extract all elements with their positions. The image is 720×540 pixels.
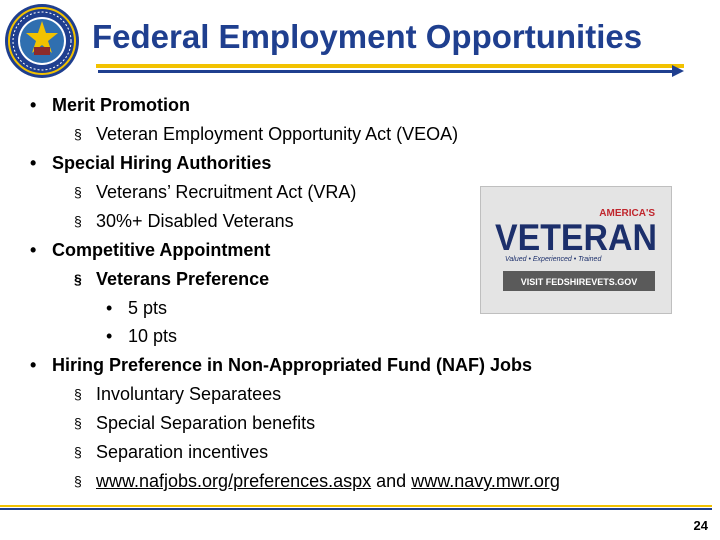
navy-seal-logo [4, 3, 80, 79]
list-item: § Special Separation benefits [74, 413, 316, 433]
list-item: • 5 pts [106, 298, 168, 318]
page-number: 24 [693, 518, 708, 533]
list-item: § 30%+ Disabled Veterans [74, 211, 294, 231]
navy-mwr-link[interactable]: www.navy.mwr.org [411, 471, 560, 491]
list-item: § Involuntary Separatees [74, 384, 282, 404]
americas-veteran-banner [480, 186, 672, 314]
title-rule-blue [98, 70, 674, 73]
footer-rule-gold [0, 505, 712, 507]
link-connector: and [371, 471, 412, 491]
list-item: • Hiring Preference in Non-Appropriated Fund (NAF) Jobs [30, 355, 533, 375]
banner-main-text: VETERAN [495, 217, 657, 258]
list-item: § Veteran Employment Opportunity Act (VEOA) [74, 124, 459, 144]
nafjobs-link[interactable]: www.nafjobs.org/preferences.aspx [96, 471, 372, 491]
list-item: • Special Hiring Authorities [30, 153, 272, 173]
footer-rule-blue [0, 508, 712, 510]
list-item: • Competitive Appointment [30, 240, 271, 260]
veteran-banner-graphic [481, 187, 671, 313]
banner-visit-text: VISIT FEDSHIREVETS.GOV [520, 277, 638, 287]
list-item: • Merit Promotion [30, 95, 190, 115]
list-item: § Separation incentives [74, 442, 269, 462]
list-item: § www.nafjobs.org/preferences.aspx and www.navy.mwr.org [74, 471, 560, 491]
slide-title: Federal Employment Opportunities [92, 18, 643, 55]
title-rule-gold [96, 64, 684, 68]
banner-tagline: Valued • Experienced • Trained [505, 256, 602, 263]
list-item: • 10 pts [106, 326, 178, 346]
title-rule-arrow [672, 65, 684, 77]
list-item: § Veterans’ Recruitment Act (VRA) [74, 182, 357, 202]
banner-top-text: AMERICA'S [599, 208, 655, 219]
list-item: § Veterans Preference [74, 269, 270, 289]
